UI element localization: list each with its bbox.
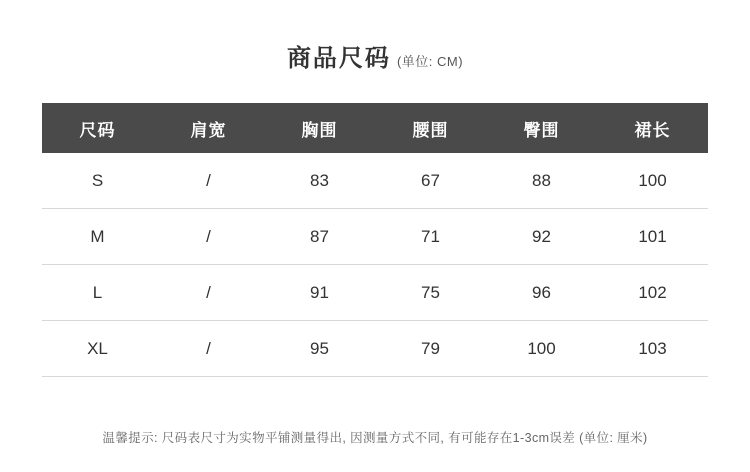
cell-length: 100 <box>597 153 708 209</box>
disclaimer-label: 温馨提示: <box>102 431 158 445</box>
page-title-text: 商品尺码 <box>286 45 391 72</box>
cell-waist: 79 <box>375 321 486 377</box>
column-header-size: 尺码 <box>42 103 153 153</box>
cell-hip: 96 <box>486 265 597 321</box>
column-header-hip: 臀围 <box>486 103 597 153</box>
cell-bust: 91 <box>264 265 375 321</box>
cell-size: M <box>42 209 153 265</box>
column-header-length: 裙长 <box>597 103 708 153</box>
cell-length: 103 <box>597 321 708 377</box>
size-table <box>42 103 708 377</box>
cell-shoulder: / <box>153 265 264 321</box>
table-row <box>42 321 708 377</box>
column-header-bust: 胸围 <box>264 103 375 153</box>
table-header-row <box>42 103 708 153</box>
page-title-unit: (单位: CM) <box>396 54 464 69</box>
cell-size: L <box>42 265 153 321</box>
cell-length: 102 <box>597 265 708 321</box>
disclaimer-text: 尺码表尺寸为实物平铺测量得出, 因测量方式不同, 有可能存在1-3cm误差 (单位: 厘米) <box>161 431 648 445</box>
cell-hip: 92 <box>486 209 597 265</box>
cell-shoulder: / <box>153 209 264 265</box>
column-header-shoulder: 肩宽 <box>153 103 264 153</box>
cell-waist: 75 <box>375 265 486 321</box>
cell-bust: 95 <box>264 321 375 377</box>
page-title <box>0 0 750 73</box>
size-table-body <box>42 153 708 377</box>
table-row <box>42 209 708 265</box>
cell-hip: 88 <box>486 153 597 209</box>
disclaimer-note <box>0 428 750 446</box>
cell-hip: 100 <box>486 321 597 377</box>
table-row <box>42 265 708 321</box>
cell-waist: 67 <box>375 153 486 209</box>
table-row <box>42 153 708 209</box>
cell-waist: 71 <box>375 209 486 265</box>
cell-size: XL <box>42 321 153 377</box>
cell-shoulder: / <box>153 153 264 209</box>
size-table-head <box>42 103 708 153</box>
cell-length: 101 <box>597 209 708 265</box>
column-header-waist: 腰围 <box>375 103 486 153</box>
cell-bust: 83 <box>264 153 375 209</box>
size-table-wrapper <box>42 103 708 377</box>
cell-shoulder: / <box>153 321 264 377</box>
cell-size: S <box>42 153 153 209</box>
cell-bust: 87 <box>264 209 375 265</box>
